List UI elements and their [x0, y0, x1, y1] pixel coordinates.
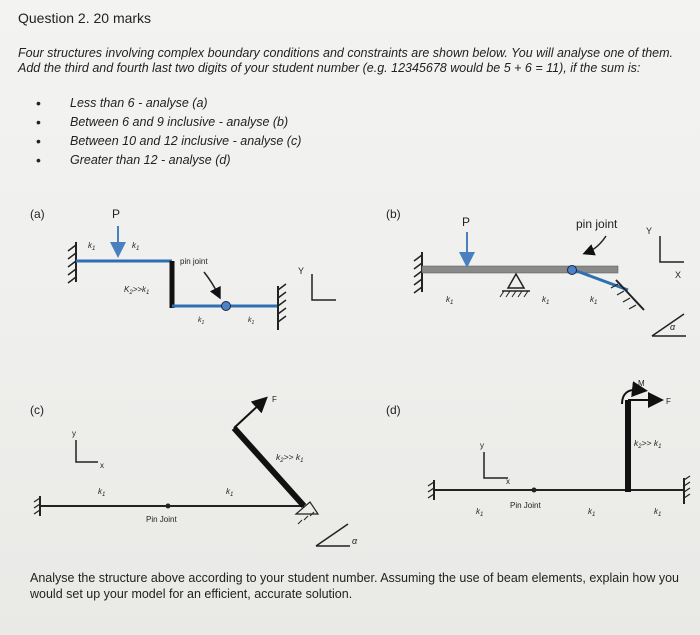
svg-text:k1: $k_1$: [476, 507, 484, 518]
option-c: • Between 10 and 12 inclusive - analyse (c): [36, 134, 301, 153]
svg-text:α: α: [352, 536, 358, 546]
angle-c: [316, 524, 350, 546]
option-d: • Greater than 12 - analyse (d): [36, 153, 301, 172]
svg-text:α: α: [670, 322, 676, 332]
svg-text:k1: $k_1$: [654, 507, 662, 518]
pin-joint-a: [222, 302, 231, 311]
axes-c: [76, 440, 98, 462]
load-label-b: P: [462, 215, 471, 229]
svg-text:k2>> k1: $k_2>> k_1$: [276, 452, 304, 464]
figure-b-label: (b): [386, 207, 401, 221]
svg-text:k1: $k_1$: [88, 241, 96, 252]
svg-text:k1: $k_1$: [590, 295, 598, 306]
figure-c: [30, 395, 358, 546]
svg-text:k1: $k_1$: [98, 487, 106, 498]
pin-support-b: [508, 274, 524, 288]
axes-a: [312, 274, 336, 300]
svg-text:k1: $k_1$: [446, 295, 454, 306]
figure-d-label: (d): [386, 403, 401, 417]
svg-text:y: y: [480, 441, 484, 450]
axes-d: [484, 452, 508, 478]
stiff-member-c: [234, 428, 304, 506]
figure-d: [386, 379, 690, 518]
figure-a: [30, 207, 336, 330]
option-b: • Between 6 and 9 inclusive - analyse (b): [36, 115, 301, 134]
question-intro: Four structures involving complex boundary conditions and constraints are shown below. You will analyse one of them. Add the third and fourth last two digits of your student number (e.g. 12345678 would be 5 + 6 = 11), if the sum is:: [18, 46, 673, 75]
pin-label-a: pin joint: [180, 257, 208, 266]
svg-text:M: M: [638, 379, 645, 388]
figure-b: [386, 207, 686, 336]
figure-c-label: (c): [30, 403, 44, 417]
svg-text:x: x: [100, 461, 104, 470]
beam-b: [422, 266, 618, 273]
angle-b: [652, 314, 686, 336]
svg-text:Y: Y: [646, 226, 653, 236]
pin-label-d: Pin Joint: [510, 501, 541, 510]
svg-text:k1: $k_1$: [132, 241, 140, 252]
svg-text:F: F: [272, 395, 277, 404]
svg-text:k1: $k_1$: [226, 487, 234, 498]
pin-joint-d: [532, 488, 537, 493]
pin-joint-b: [568, 266, 577, 275]
pin-label-c: Pin Joint: [146, 515, 177, 524]
svg-text:K2>>k1: $K_2>>k_1$: [124, 285, 150, 296]
pin-label-b: pin joint: [576, 217, 618, 231]
svg-text:F: F: [666, 397, 671, 406]
svg-text:k1: $k_1$: [248, 317, 255, 326]
pin-joint-c: [166, 504, 171, 509]
svg-text:X: X: [675, 270, 682, 280]
svg-text:x: x: [506, 477, 510, 486]
axes-b: [660, 236, 684, 262]
load-label-a: P: [112, 207, 121, 221]
svg-text:k1: $k_1$: [588, 507, 596, 518]
question-title: Question 2. 20 marks: [18, 10, 152, 26]
svg-text:k1: $k_1$: [542, 295, 550, 306]
figure-a-label: (a): [30, 207, 45, 221]
instructions-footer: Analyse the structure above according to your student number. Assuming the use of beam elements, explain how you would set up your model for an efficient, accurate solution.: [30, 571, 679, 601]
option-a: • Less than 6 - analyse (a): [36, 96, 301, 115]
svg-text:k2>> k1: $k_2>> k_1$: [634, 438, 662, 450]
svg-text:y: y: [72, 429, 76, 438]
svg-text:Y: Y: [298, 266, 305, 276]
svg-text:k1: $k_1$: [198, 317, 205, 326]
